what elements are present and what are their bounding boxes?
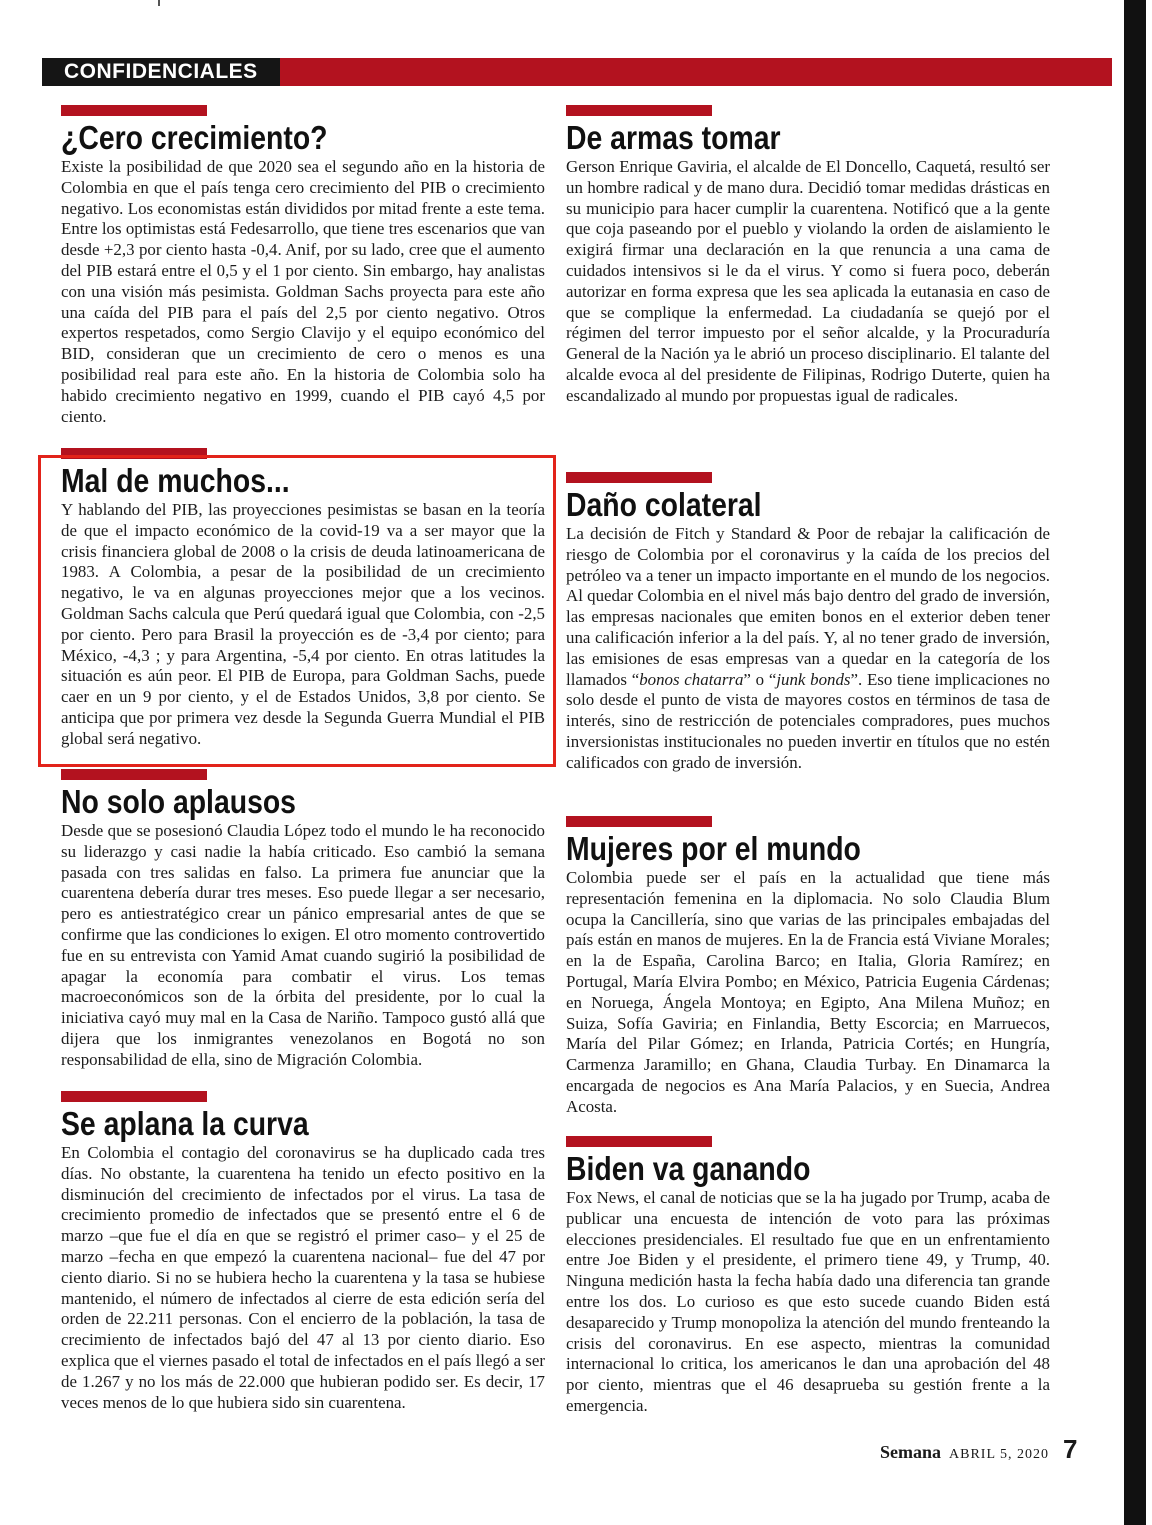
page-footer	[880, 1434, 1077, 1465]
article-body	[566, 524, 1050, 774]
article-de-armas-tomar	[566, 105, 1050, 407]
article-headline: Mal de muchos...	[61, 462, 290, 499]
article-headline: Biden va ganando	[566, 1150, 811, 1187]
crop-mark	[158, 0, 160, 6]
magazine-name: Semana	[880, 1442, 942, 1462]
article-red-rule	[61, 769, 207, 780]
article-body-part: ”. Eso tiene implicaciones no solo desde el punto de vista de mayores costos en términos de tasa de interés, sino de restricción de potenciales compradores, pues muchos inversionistas institucionales no pueden invertir en títulos que no estén calificados con grado de inversión.	[566, 669, 1050, 772]
article-red-rule	[566, 472, 712, 483]
page-number: 7	[1063, 1434, 1078, 1464]
article-body: Gerson Enrique Gaviria, el alcalde de El Doncello, Caquetá, resultó ser un hombre radical y de mano dura. Decidió tomar medidas drásticas en su municipio para hacer cumplir la cuarentena. Notificó que a la gente que coja paseando por el pueblo y violando la orden de aislamiento le exigirá firmar una declaración en la que renuncia a una cama de cuidados intensivos si le da el virus. Y como si fuera poco, deberán autorizar en forma expresa que les sea aplicada la eutanasia en caso de que se complique la enfermedad. La ciudadanía se quejó por el régimen del terror impuesto por el señor alcalde, y la Procuraduría General de la Nación ya le abrió un proceso disciplinario. El talante del alcalde evoca al del presidente de Filipinas, Rodrigo Duterte, quien ha escandalizado al mundo por propuestas igual de radicales.	[566, 157, 1050, 405]
page-edge-right	[1124, 0, 1146, 1525]
article-cero-crecimiento	[61, 105, 545, 427]
article-headline: No solo aplausos	[61, 783, 296, 820]
article-red-rule	[566, 105, 712, 116]
article-body: Desde que se posesionó Claudia López todo el mundo le ha reconocido su liderazgo y casi nadie la había criticado. Eso cambió la semana pasada con tres salidas en falso. La primera fue anunciar que la cuarentena debería durar tres meses. Eso puede llegar a ser necesario, pero es antiestratégico crear un pánico empresarial antes de que se confirme que las condiciones lo exigen. El otro momento controvertido fue en su entrevista con Yamid Amat cuando sugirió la posibilidad de apagar la economía para combatir el virus. Los temas macroeconómicos son de la órbita del presidente, por lo cual la iniciativa cayó muy mal en la Casa de Nariño. Tampoco gustó allá que dijera que los inmigrantes venezolanos en Bogotá no son responsabilidad de ella, sino de Migración Colombia.	[61, 821, 545, 1069]
article-red-rule	[61, 1091, 207, 1102]
article-no-solo-aplausos	[61, 769, 545, 1071]
article-body: Y hablando del PIB, las proyecciones pesimistas se basan en la teoría de que el impacto económico de la covid-19 va a ser mayor que la crisis financiera global de 2008 o la crisis de deuda latinoamericana de 1983. A Colombia, a pesar de la posibilidad de un crecimiento negativo, le va en algunas proyecciones mejor que a los vecinos. Goldman Sachs calcula que Perú quedará igual que Colombia, con -2,5 por ciento. Pero para Brasil la proyección es de -3,4 por ciento; para México, -4,3 ; y para Argentina, -5,4 por ciento. En otras latitudes la situación es aún peor. El PIB de Europa, para Goldman Sachs, puede caer en un 9 por ciento, y el de Estados Unidos, 3,8 por ciento. Se anticipa que por primera vez desde la Segunda Guerra Mundial el PIB global será negativo.	[61, 500, 545, 748]
section-header-red-bar	[280, 58, 1112, 86]
page-edge-left	[0, 0, 8, 1525]
article-se-aplana-la-curva	[61, 1091, 545, 1413]
article-body: Colombia puede ser el país en la actualidad que tiene más representación femenina en la diplomacia. No solo Claudia Blum ocupa la Cancillería, sino que varias de las principales embajadas del país están en manos de mujeres. En la de Francia está Viviane Morales; en la de España, Carolina Barco; en Italia, Gloria Ramírez; en Portugal, María Elvira Pombo; en México, Patricia Eugenia Cárdenas; en Noruega, Ángela Montoya; en Egipto, Ana Milena Muñoz; en Suiza, Sofía Gaviria; en Finlandia, Betty Escorcia; en Marruecos, María del Pilar Gómez; en Irlanda, Patricia Cortés; en Hungría, Carmenza Jaramillo; en Ghana, Claudia Turbay. En Dinamarca la encargada de negocios es Ana María Palacios, y en Suecia, Andrea Acosta.	[566, 868, 1050, 1116]
article-body-italic: junk bonds	[776, 669, 851, 689]
article-headline: Daño colateral	[566, 486, 762, 523]
article-mujeres-por-el-mundo	[566, 816, 1050, 1118]
issue-date: ABRIL 5, 2020	[949, 1447, 1049, 1462]
article-body-part: ” o “	[743, 669, 777, 689]
article-dano-colateral	[566, 472, 1050, 774]
section-header	[42, 58, 1112, 86]
article-body: Existe la posibilidad de que 2020 sea el segundo año en la historia de Colombia en que el país tenga cero crecimiento del PIB o crecimiento negativo. Los economistas están divididos por mitad frente a este tema. Entre los optimistas está Fedesarrollo, que tiene tres escenarios que van desde +2,3 por ciento hasta -0,4. Anif, por su lado, cree que el aumento del PIB estará entre el 0,5 y el 1 por ciento. Sin embargo, hay analistas con una visión más pesimista. Goldman Sachs proyecta para este año una caída del PIB para el país del 2,5 por ciento negativo. Otros expertos respetados, como Sergio Clavijo y el equipo económico del BID, consideran que un crecimiento de cero o menos es una posibilidad real para este año. En la historia de Colombia solo ha habido crecimiento negativo en 1999, cuando el PIB cayó 4,5 por ciento.	[61, 157, 545, 426]
article-red-rule	[566, 816, 712, 827]
article-biden-va-ganando	[566, 1136, 1050, 1417]
article-red-rule	[566, 1136, 712, 1147]
article-headline: De armas tomar	[566, 119, 781, 156]
article-body-italic: bonos chatarra	[639, 669, 744, 689]
article-headline: Mujeres por el mundo	[566, 830, 861, 867]
highlight-box	[38, 455, 556, 767]
article-body-part: La decisión de Fitch y Standard & Poor de rebajar la calificación de riesgo de Colombia por el coronavirus y la caída de los precios del petróleo va a tener un impacto importante en el mundo de los negocios. Al quedar Colombia en el nivel más bajo dentro del grado de inversión, las empresas nacionales que emiten bonos en el exterior deben tener una calificación inferior a la del país. Y, al no tener grado de inversión, las emisiones de esas empresas van a quedar en la categoría de los llamados “	[566, 524, 1050, 689]
article-body: Fox News, el canal de noticias que se la ha jugado por Trump, acaba de publicar una encuesta de intención de voto para las próximas elecciones presidenciales. El resultado fue que en un enfrentamiento entre Joe Biden y el presidente, el primero tiene 49, y Trump, 40. Ninguna medición hasta la fecha había dado una diferencia tan grande entre los dos. Lo curioso es que esto sucede cuando Biden está desaparecido y Trump monopoliza la atención del mundo frenteando la crisis del coronavirus. En ese aspecto, mientras la comunidad internacional lo critica, los americanos le dan una aprobación del 48 por ciento, mientras que el 46 desaprueba su gestión frente a la emergencia.	[566, 1188, 1050, 1415]
article-headline: Se aplana la curva	[61, 1105, 309, 1142]
article-body: En Colombia el contagio del coronavirus se ha duplicado cada tres días. No obstante, la cuarentena ha tenido un efecto positivo en la disminución del crecimiento de infectados por el virus. La tasa de crecimiento promedio de infectados que se presentó entre el 6 de marzo –que fue el día en que se registró el primer caso– y el 25 de marzo –fecha en que empezó la cuarentena nacional– fue del 47 por ciento diario. Si no se hubiera hecho la cuarentena y la tasa se hubiese mantenido, el número de infectados al cierre de esta edición sería del orden de 22.211 personas. Con el encierro de la población, la tasa de crecimiento de infectados bajó del 47 al 13 por ciento diario. Eso explica que el viernes pasado el total de infectados en el país llegó a ser de 1.267 y no los más de 22.000 que hubieran podido ser. Es decir, 17 veces menos de lo que hubiera sido sin cuarentena.	[61, 1143, 546, 1412]
article-red-rule	[61, 105, 207, 116]
article-headline: ¿Cero crecimiento?	[61, 119, 328, 156]
section-label: CONFIDENCIALES	[64, 60, 258, 83]
section-header-label-box	[42, 58, 280, 86]
